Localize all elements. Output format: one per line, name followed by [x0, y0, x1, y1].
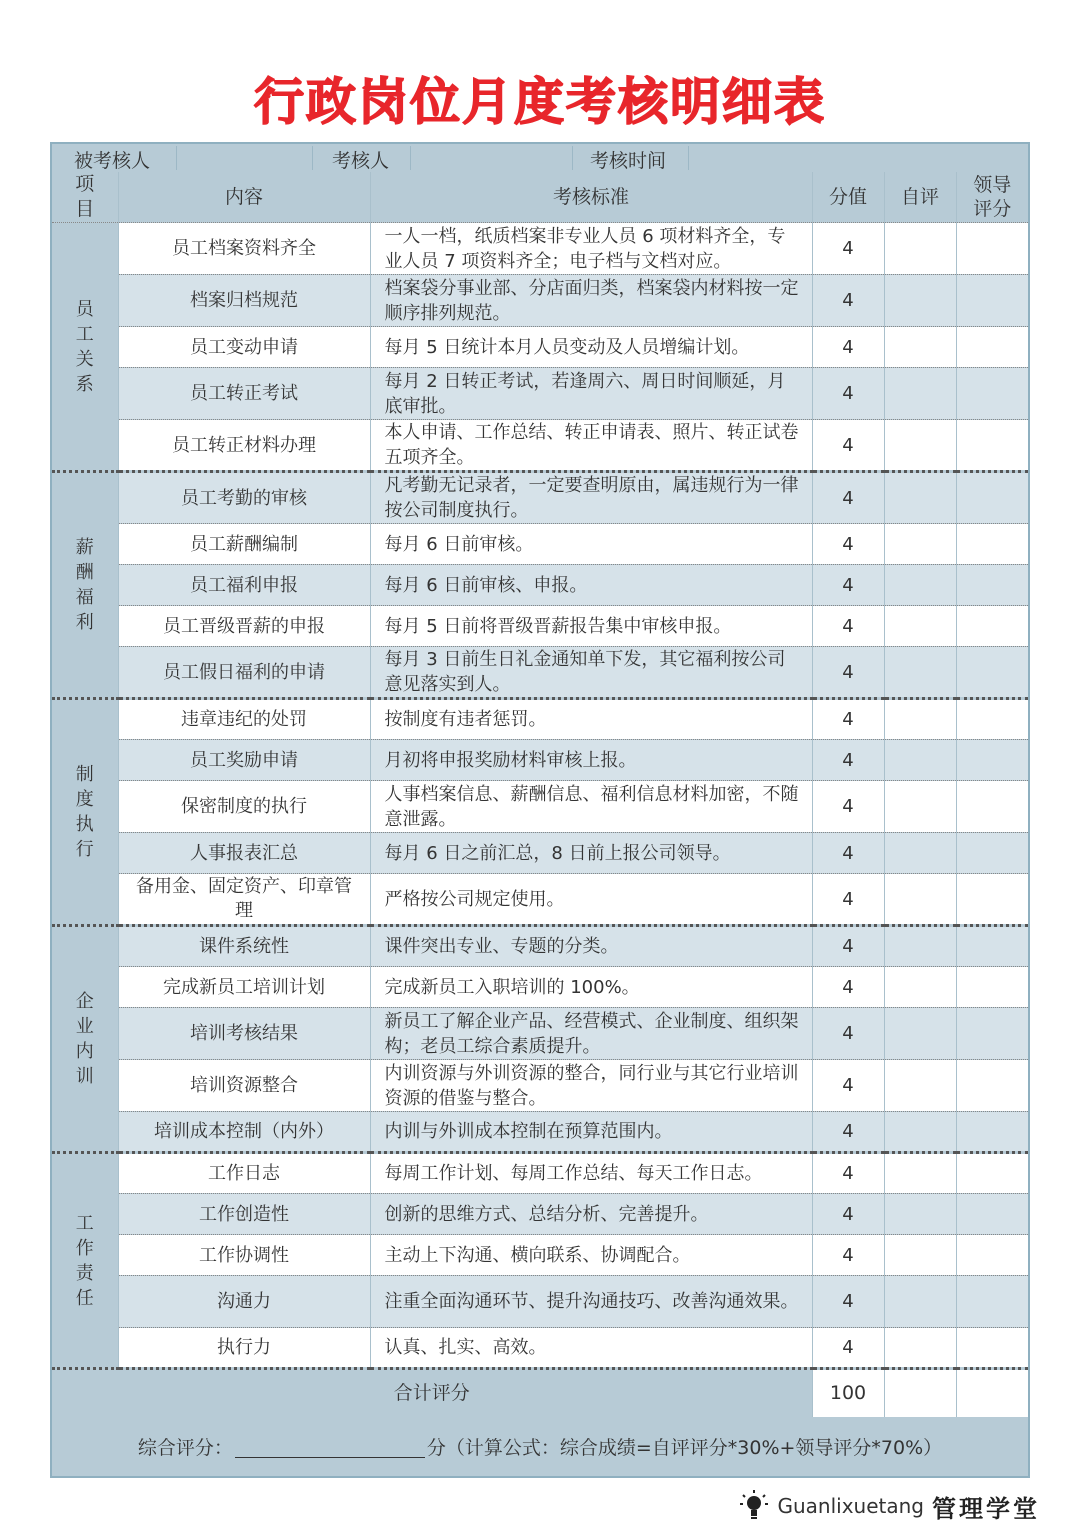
score-cell: 4	[812, 275, 884, 327]
table-row	[52, 275, 1028, 327]
category-cell: 薪 酬 福 利	[52, 472, 118, 699]
total-score: 100	[812, 1369, 884, 1417]
leader-score-cell[interactable]	[956, 1276, 1028, 1328]
self-score-cell[interactable]	[884, 781, 956, 833]
leader-score-cell[interactable]	[956, 1008, 1028, 1060]
leader-score-cell[interactable]	[956, 1060, 1028, 1112]
score-cell: 4	[812, 368, 884, 420]
self-score-cell[interactable]	[884, 327, 956, 368]
self-score-cell[interactable]	[884, 565, 956, 606]
standard-cell: 每月 5 日前将晋级晋薪报告集中审核申报。	[370, 606, 812, 647]
leader-score-cell[interactable]	[956, 926, 1028, 967]
table-row	[52, 874, 1028, 926]
table-row	[52, 1276, 1028, 1328]
score-cell: 4	[812, 1276, 884, 1328]
standard-cell: 内训与外训成本控制在预算范围内。	[370, 1112, 812, 1153]
self-score-cell[interactable]	[884, 967, 956, 1008]
leader-score-cell[interactable]	[956, 327, 1028, 368]
score-cell: 4	[812, 699, 884, 740]
leader-score-cell[interactable]	[956, 1153, 1028, 1194]
table-row	[52, 1060, 1028, 1112]
self-score-cell[interactable]	[884, 1194, 956, 1235]
score-cell: 4	[812, 1008, 884, 1060]
item-cell: 培训考核结果	[118, 1008, 370, 1060]
score-cell: 4	[812, 740, 884, 781]
self-score-cell[interactable]	[884, 368, 956, 420]
header-strip	[50, 142, 1030, 172]
score-cell: 4	[812, 926, 884, 967]
item-cell: 保密制度的执行	[118, 781, 370, 833]
total-label: 合计评分	[52, 1369, 812, 1417]
item-cell: 员工考勤的审核	[118, 472, 370, 524]
table-row	[52, 368, 1028, 420]
standard-cell: 新员工了解企业产品、经营模式、企业制度、组织架构；老员工综合素质提升。	[370, 1008, 812, 1060]
table-row	[52, 565, 1028, 606]
standard-cell: 每月 5 日统计本月人员变动及人员增编计划。	[370, 327, 812, 368]
standard-cell: 课件突出专业、专题的分类。	[370, 926, 812, 967]
item-cell: 工作创造性	[118, 1194, 370, 1235]
item-cell: 员工福利申报	[118, 565, 370, 606]
item-cell: 员工转正考试	[118, 368, 370, 420]
self-score-cell[interactable]	[884, 1153, 956, 1194]
standard-cell: 人事档案信息、薪酬信息、福利信息材料加密，不随意泄露。	[370, 781, 812, 833]
item-cell: 完成新员工培训计划	[118, 967, 370, 1008]
self-score-cell[interactable]	[884, 1276, 956, 1328]
leader-score-cell[interactable]	[956, 699, 1028, 740]
formula-line	[52, 1428, 1028, 1476]
self-score-cell[interactable]	[884, 1328, 956, 1369]
self-score-cell[interactable]	[884, 223, 956, 275]
item-cell: 培训资源整合	[118, 1060, 370, 1112]
table-row	[52, 647, 1028, 699]
category-cell: 企 业 内 训	[52, 926, 118, 1153]
standard-cell: 每月 6 日前审核。	[370, 524, 812, 565]
examiner-label: 考核人	[332, 150, 390, 172]
item-cell: 员工转正材料办理	[118, 420, 370, 472]
item-cell: 人事报表汇总	[118, 833, 370, 874]
page-title: 行政岗位月度考核明细表	[254, 73, 826, 131]
score-cell: 4	[812, 833, 884, 874]
self-score-cell[interactable]	[884, 926, 956, 967]
leader-score-cell[interactable]	[956, 781, 1028, 833]
score-cell: 4	[812, 874, 884, 926]
item-cell: 执行力	[118, 1328, 370, 1369]
leader-score-cell[interactable]	[956, 967, 1028, 1008]
col-self-header: 自评	[884, 172, 956, 223]
assessment-table	[52, 172, 1028, 1417]
examinee-label: 被考核人	[74, 150, 151, 172]
item-cell: 档案归档规范	[118, 275, 370, 327]
composite-score-blank[interactable]	[235, 1439, 425, 1458]
table-row	[52, 740, 1028, 781]
brand-en: Guanlixuetang	[777, 1494, 924, 1518]
col-category-header: 项 目	[52, 172, 118, 223]
leader-score-cell[interactable]	[956, 420, 1028, 472]
self-score-cell[interactable]	[884, 420, 956, 472]
table-row	[52, 327, 1028, 368]
total-leader-cell[interactable]	[956, 1369, 1028, 1417]
score-cell: 4	[812, 1153, 884, 1194]
standard-cell: 每周工作计划、每周工作总结、每天工作日志。	[370, 1153, 812, 1194]
category-cell: 工 作 责 任	[52, 1153, 118, 1369]
score-cell: 4	[812, 1060, 884, 1112]
standard-cell: 创新的思维方式、总结分析、完善提升。	[370, 1194, 812, 1235]
item-cell: 违章违纪的处罚	[118, 699, 370, 740]
leader-score-cell[interactable]	[956, 472, 1028, 524]
self-score-cell[interactable]	[884, 740, 956, 781]
score-cell: 4	[812, 565, 884, 606]
table-row	[52, 833, 1028, 874]
standard-cell: 凡考勤无记录者，一定要查明原由，属违规行为一律按公司制度执行。	[370, 472, 812, 524]
self-score-cell[interactable]	[884, 874, 956, 926]
score-cell: 4	[812, 524, 884, 565]
column-header-row	[52, 172, 1028, 223]
lightbulb-icon	[739, 1489, 769, 1523]
table-row	[52, 1153, 1028, 1194]
score-cell: 4	[812, 606, 884, 647]
standard-cell: 每月 6 日之前汇总，8 日前上报公司领导。	[370, 833, 812, 874]
total-self-cell[interactable]	[884, 1369, 956, 1417]
score-cell: 4	[812, 1235, 884, 1276]
leader-score-cell[interactable]	[956, 1328, 1028, 1369]
table-row	[52, 699, 1028, 740]
time-label: 考核时间	[590, 150, 667, 172]
self-score-cell[interactable]	[884, 1060, 956, 1112]
item-cell: 备用金、固定资产、印章管理	[118, 874, 370, 926]
standard-cell: 按制度有违者惩罚。	[370, 699, 812, 740]
leader-score-cell[interactable]	[956, 740, 1028, 781]
total-row	[52, 1369, 1028, 1417]
brand-mark	[739, 1488, 1040, 1524]
standard-cell: 严格按公司规定使用。	[370, 874, 812, 926]
score-cell: 4	[812, 223, 884, 275]
standard-cell: 档案袋分事业部、分店面归类，档案袋内材料按一定顺序排列规范。	[370, 275, 812, 327]
self-score-cell[interactable]	[884, 606, 956, 647]
category-cell: 员 工 关 系	[52, 223, 118, 472]
leader-score-cell[interactable]	[956, 524, 1028, 565]
table-row	[52, 524, 1028, 565]
leader-score-cell[interactable]	[956, 1112, 1028, 1153]
self-score-cell[interactable]	[884, 1112, 956, 1153]
score-cell: 4	[812, 420, 884, 472]
self-score-cell[interactable]	[884, 524, 956, 565]
standard-cell: 主动上下沟通、横向联系、协调配合。	[370, 1235, 812, 1276]
leader-score-cell[interactable]	[956, 1194, 1028, 1235]
item-cell: 沟通力	[118, 1276, 370, 1328]
col-leader-header: 领导 评分	[956, 172, 1028, 223]
item-cell: 工作日志	[118, 1153, 370, 1194]
standard-cell: 每月 2 日转正考试，若逢周六、周日时间顺延，月底审批。	[370, 368, 812, 420]
score-cell: 4	[812, 472, 884, 524]
score-cell: 4	[812, 647, 884, 699]
table-row	[52, 1112, 1028, 1153]
table-row	[52, 1194, 1028, 1235]
leader-score-cell[interactable]	[956, 833, 1028, 874]
table-row	[52, 1328, 1028, 1369]
leader-score-cell[interactable]	[956, 565, 1028, 606]
table-row	[52, 606, 1028, 647]
item-cell: 员工档案资料齐全	[118, 223, 370, 275]
score-cell: 4	[812, 1112, 884, 1153]
table-row	[52, 926, 1028, 967]
item-cell: 工作协调性	[118, 1235, 370, 1276]
standard-cell: 注重全面沟通环节、提升沟通技巧、改善沟通效果。	[370, 1276, 812, 1328]
col-content-header: 内容	[118, 172, 370, 223]
standard-cell: 每月 6 日前审核、申报。	[370, 565, 812, 606]
self-score-cell[interactable]	[884, 275, 956, 327]
standard-cell: 月初将申报奖励材料审核上报。	[370, 740, 812, 781]
item-cell: 培训成本控制（内外）	[118, 1112, 370, 1153]
item-cell: 课件系统性	[118, 926, 370, 967]
leader-score-cell[interactable]	[956, 606, 1028, 647]
table-row	[52, 1235, 1028, 1276]
item-cell: 员工晋级晋薪的申报	[118, 606, 370, 647]
item-cell: 员工假日福利的申请	[118, 647, 370, 699]
score-cell: 4	[812, 781, 884, 833]
table-row	[52, 420, 1028, 472]
self-score-cell[interactable]	[884, 1008, 956, 1060]
leader-score-cell[interactable]	[956, 874, 1028, 926]
table-row	[52, 223, 1028, 275]
self-score-cell[interactable]	[884, 833, 956, 874]
standard-cell: 完成新员工入职培训的 100%。	[370, 967, 812, 1008]
self-score-cell[interactable]	[884, 472, 956, 524]
standard-cell: 内训资源与外训资源的整合，同行业与其它行业培训资源的借鉴与整合。	[370, 1060, 812, 1112]
category-cell: 制 度 执 行	[52, 699, 118, 926]
item-cell: 员工薪酬编制	[118, 524, 370, 565]
formula-text: 分（计算公式：综合成绩=自评评分*30%+领导评分*70%）	[426, 1437, 943, 1459]
score-cell: 4	[812, 967, 884, 1008]
item-cell: 员工变动申请	[118, 327, 370, 368]
item-cell: 员工奖励申请	[118, 740, 370, 781]
self-score-cell[interactable]	[884, 1235, 956, 1276]
table-row	[52, 967, 1028, 1008]
standard-cell: 认真、扎实、高效。	[370, 1328, 812, 1369]
table-row	[52, 472, 1028, 524]
leader-score-cell[interactable]	[956, 368, 1028, 420]
self-score-cell[interactable]	[884, 699, 956, 740]
score-cell: 4	[812, 1194, 884, 1235]
leader-score-cell[interactable]	[956, 223, 1028, 275]
table-row	[52, 781, 1028, 833]
self-score-cell[interactable]	[884, 647, 956, 699]
table-row	[52, 1008, 1028, 1060]
brand-cn: 管理学堂	[932, 1493, 1040, 1523]
col-standard-header: 考核标准	[370, 172, 812, 223]
formula-prefix: 综合评分：	[137, 1437, 233, 1459]
standard-cell: 本人申请、工作总结、转正申请表、照片、转正试卷五项齐全。	[370, 420, 812, 472]
standard-cell: 一人一档，纸质档案非专业人员 6 项材料齐全，专业人员 7 项资料齐全；电子档与文档对应。	[370, 223, 812, 275]
standard-cell: 每月 3 日前生日礼金通知单下发，其它福利按公司意见落实到人。	[370, 647, 812, 699]
score-cell: 4	[812, 327, 884, 368]
col-score-header: 分值	[812, 172, 884, 223]
leader-score-cell[interactable]	[956, 275, 1028, 327]
score-cell: 4	[812, 1328, 884, 1369]
leader-score-cell[interactable]	[956, 647, 1028, 699]
leader-score-cell[interactable]	[956, 1235, 1028, 1276]
